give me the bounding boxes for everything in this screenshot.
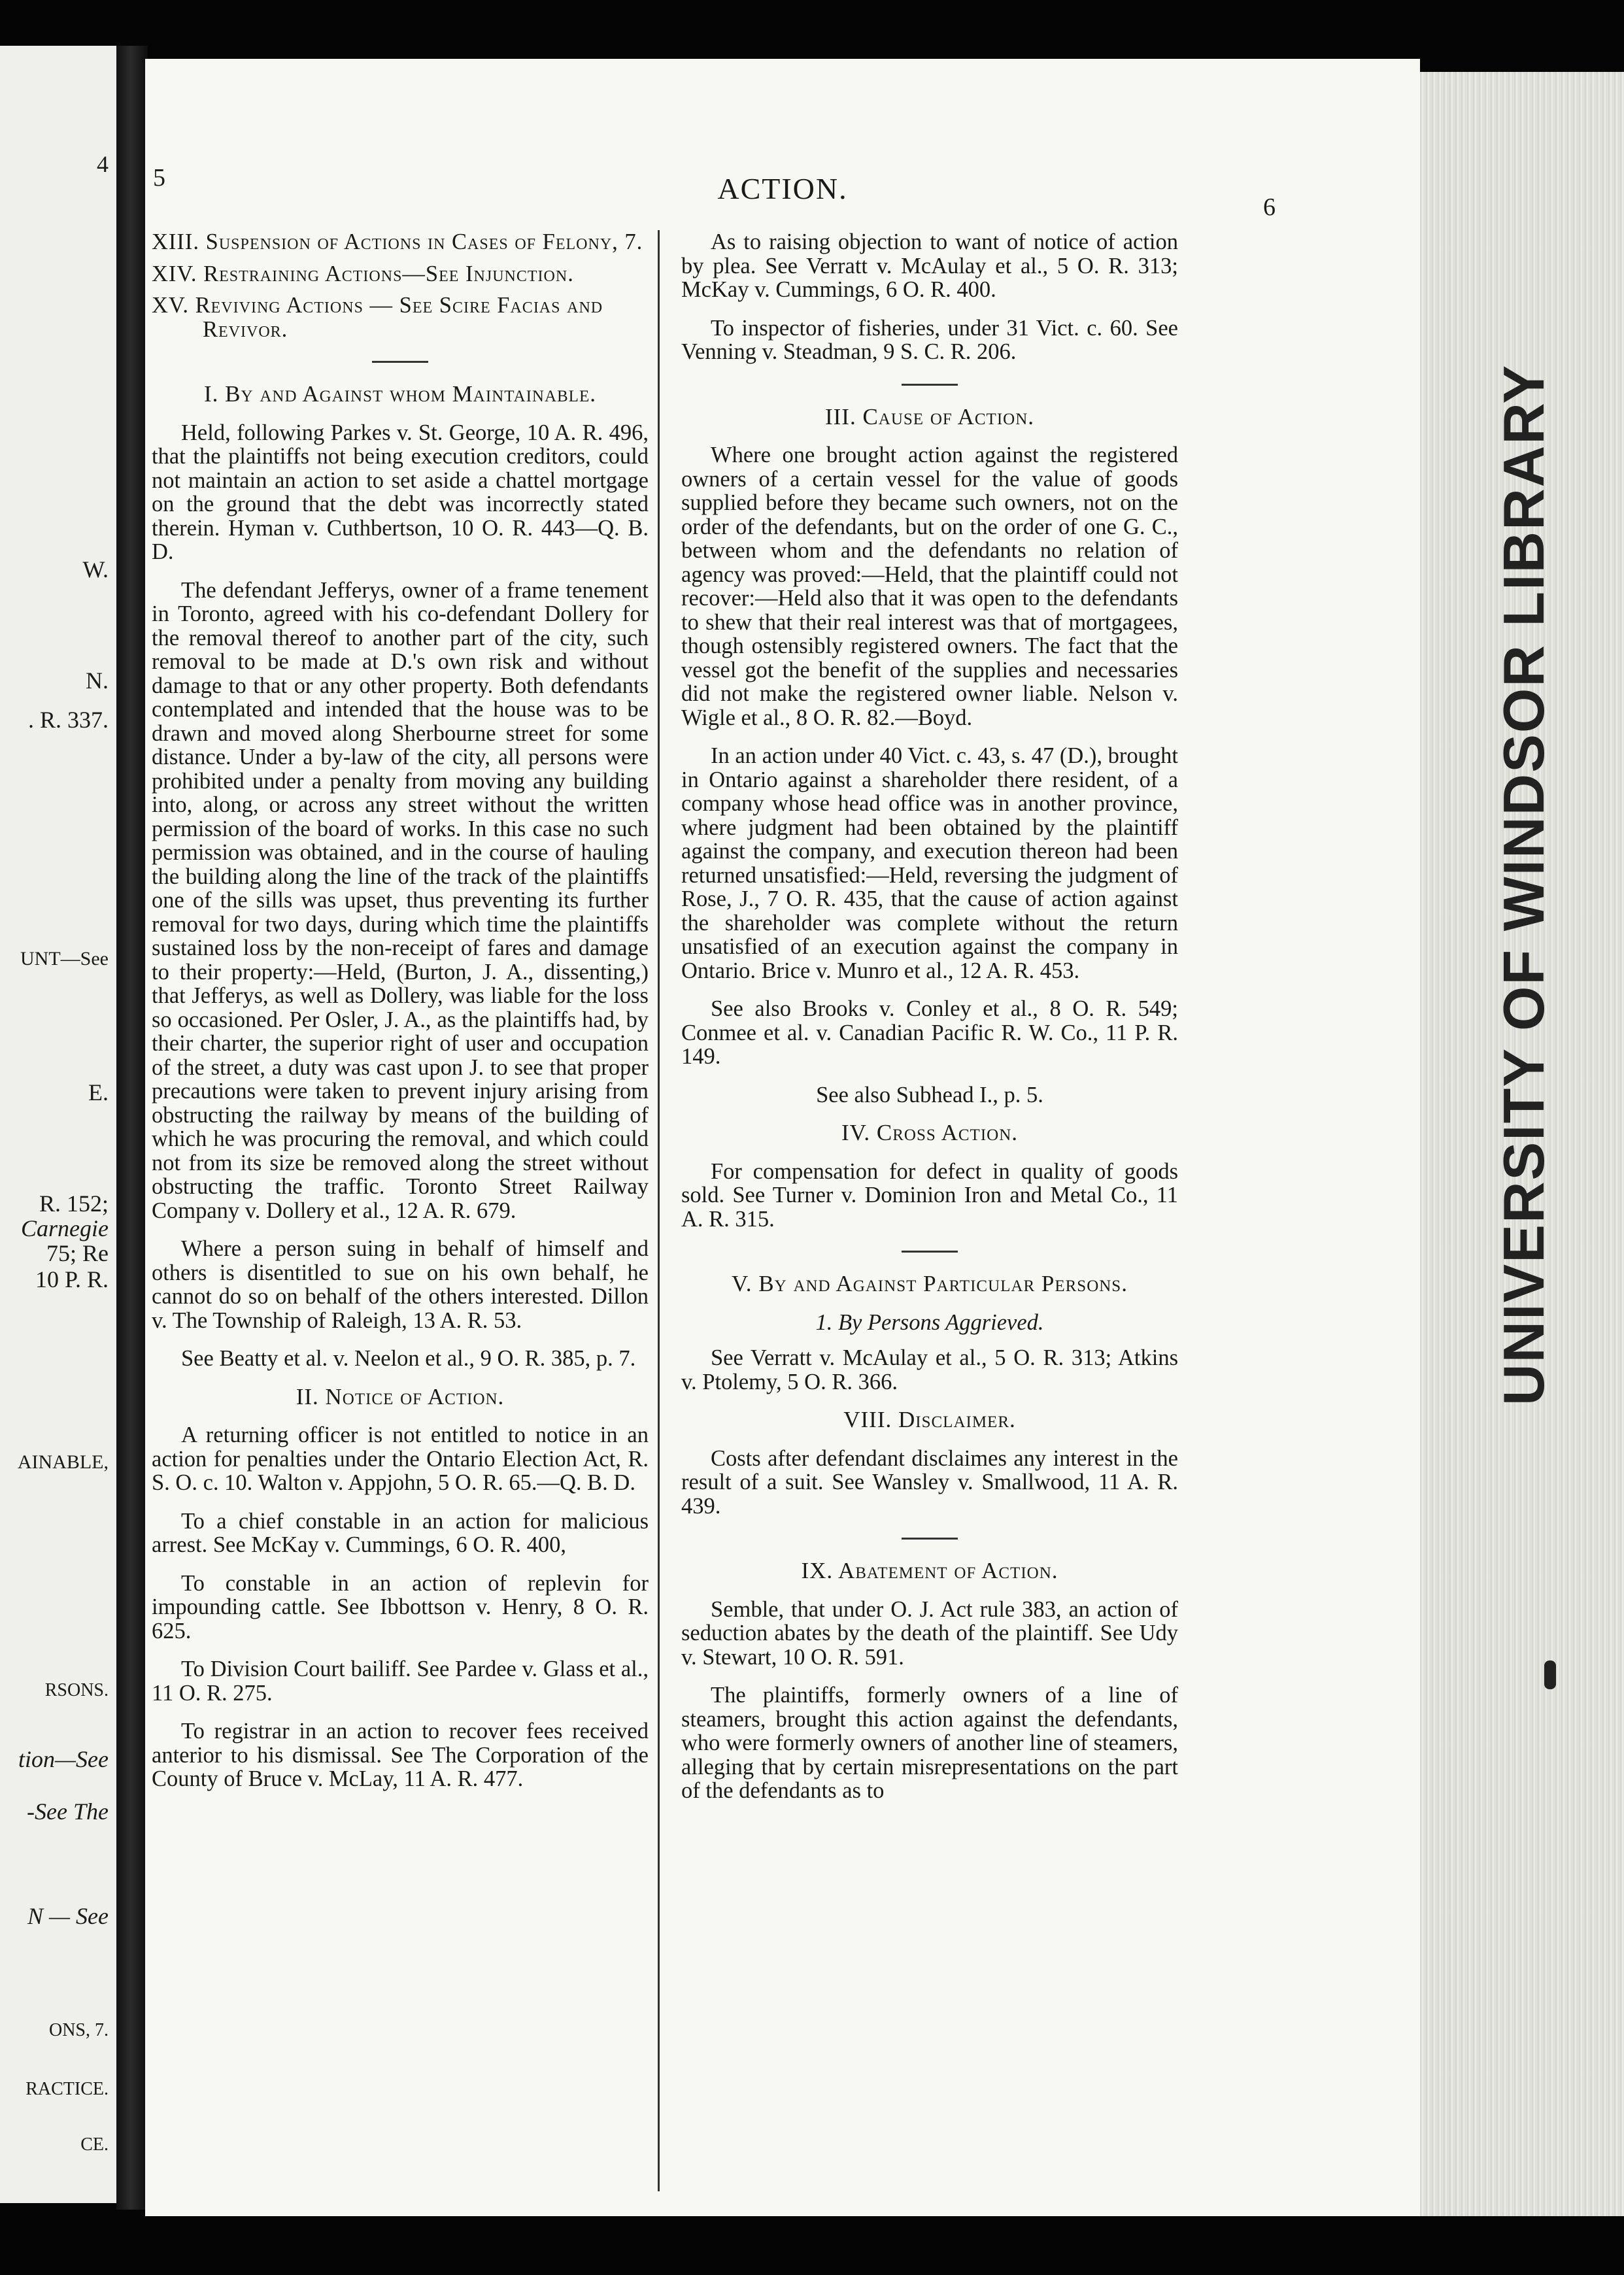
left-fragment: N. bbox=[86, 667, 109, 694]
paragraph: For compensation for defect in quality of goods sold. See Turner v. Dominion Iron and Metal Co., 11 A. R. 315. bbox=[681, 1158, 1178, 1232]
paragraph: The defendant Jefferys, owner of a frame tenement in Toronto, agreed with his co-defendant Dollery for the removal thereof to another part of the city, such removal to be made at D.'s own risk and without damage to that or any other property. Both defendants contemplated and intended that the house was to be drawn and moved along Sherbourne street for some distance. Under a by-law of the city, all persons were prohibited under a penalty from moving any building into, along, or across any street without the written permission of the board of works. In this case no such permission was obtained, and in the course of hauling the building along the line of the track of the plaintiffs one of the sills was upset, thus preventing its further removal for two days, during which time the plaintiffs sustained loss by the non-receipt of fares and damage to their property:—Held, (Burton, J. A., dissenting,) that Jefferys, as well as Dollery, was liable for the loss so occasioned. Per Osler, J. A., as the plaintiffs had, by their charter, the superior right of user and occupation of the street, a duty was cast upon J. to see that proper precautions were taken to prevent injury arising from obstructing the railway by means of the building of which he was procuring the removal, and which could not from its size be removed along the street without obstructing the traffic. Toronto Street Railway Company v. Dollery et al., 12 A. R. 679. bbox=[152, 577, 649, 1223]
page-number-right: 6 bbox=[1263, 194, 1276, 221]
paragraph: To inspector of fisheries, under 31 Vict. c. 60. See Venning v. Steadman, 9 S. C. R. 206. bbox=[681, 315, 1178, 364]
toc-entry: XIII. Suspension of Actions in Cases of Felony, 7. bbox=[152, 229, 643, 254]
running-head: ACTION. bbox=[717, 172, 848, 205]
left-fragment: 75; Re bbox=[46, 1240, 109, 1266]
section-heading: V. By and Against Particular Persons. bbox=[732, 1271, 1128, 1296]
toc-entry: XIV. Restraining Actions—See Injunction. bbox=[152, 261, 574, 286]
left-fragment: 10 P. R. bbox=[35, 1266, 109, 1292]
section-rule bbox=[902, 1538, 958, 1540]
left-fragment: RACTICE. bbox=[25, 2079, 109, 2099]
section-heading: IV. Cross Action. bbox=[841, 1120, 1019, 1145]
paragraph: Where one brought action against the registered owners of a certain vessel for the value of goods supplied before they became such owners, not on the order of the defendants, but on the order of one G. C., between whom and the defendants no relation of agency was proved:—Held, that the plaintiff could not recover:—Held also that it was open to the defendants to shew that their real interest was that of mortgagees, though ostensibly registered owners. The fact that the vessel got the benefit of the supplies and necessaries did not make the registered owner liable. Nelson v. Wigle et al., 8 O. R. 82.—Boyd. bbox=[681, 443, 1178, 730]
subsection-heading: 1. By Persons Aggrieved. bbox=[815, 1309, 1044, 1335]
section-heading: I. By and Against whom Maintainable. bbox=[204, 381, 596, 407]
left-fragment: RSONS. bbox=[44, 1680, 109, 1700]
book-spine bbox=[116, 46, 148, 2210]
paragraph: Semble, that under O. J. Act rule 383, an action of seduction abates by the death of the plaintiff. See Udy v. Stewart, 10 O. R. 591. bbox=[681, 1596, 1178, 1670]
paragraph: In an action under 40 Vict. c. 43, s. 47 (D.), brought in Ontario against a shareholder there resident, of a company whose head office was in another province, where judgment had been obtained by the plaintiff against the company, and execution thereon had been returned unsatisfied:—Held, reversing the judgment of Rose, J., 7 O. R. 435, that the cause of action against the shareholder was complete without the return unsatisfied of an execution against the company in Ontario. Brice v. Munro et al., 12 A. R. 453. bbox=[681, 743, 1178, 983]
right-column bbox=[681, 230, 1178, 1817]
left-page-number: 4 bbox=[97, 151, 109, 177]
see-also: See also Subhead I., p. 5. bbox=[816, 1082, 1043, 1107]
left-page-edge bbox=[0, 46, 116, 2203]
left-fragment: E. bbox=[88, 1079, 109, 1105]
section-rule bbox=[902, 384, 958, 386]
section-rule bbox=[372, 361, 428, 363]
left-fragment: N — See bbox=[27, 1903, 109, 1929]
paragraph: To constable in an action of replevin for impounding cattle. See Ibbottson v. Henry, 8 O. R. 625. bbox=[152, 1570, 649, 1643]
section-heading: VIII. Disclaimer. bbox=[843, 1407, 1016, 1432]
section-rule bbox=[902, 1251, 958, 1253]
paragraph: To Division Court bailiff. See Pardee v. Glass et al., 11 O. R. 275. bbox=[152, 1657, 649, 1706]
page-number-left: 5 bbox=[153, 164, 165, 192]
paragraph: The plaintiffs, formerly owners of a line of steamers, brought this action against the defendants, who were formerly owners of another line of steamers, alleging that by certain misrepresentations on the part of the defendants as to bbox=[681, 1683, 1178, 1803]
edge-mark bbox=[1544, 1660, 1556, 1689]
left-fragment: . R. 337. bbox=[27, 707, 109, 733]
section-heading: II. Notice of Action. bbox=[296, 1383, 505, 1409]
paragraph: To a chief constable in an action for malicious arrest. See McKay v. Cummings, 6 O. R. 400, bbox=[152, 1508, 649, 1557]
paragraph: A returning officer is not entitled to notice in an action for penalties under the Ontario Election Act, R. S. O. c. 10. Walton v. Appjohn, 5 O. R. 65.—Q. B. D. bbox=[152, 1423, 649, 1495]
column-divider bbox=[658, 230, 660, 2191]
paragraph: See Beatty et al. v. Neelon et al., 9 O. R. 385, p. 7. bbox=[181, 1346, 636, 1371]
left-fragment: W. bbox=[82, 556, 109, 582]
left-fragment: Carnegie bbox=[21, 1215, 109, 1241]
left-column bbox=[152, 230, 649, 1806]
paragraph: To registrar in an action to recover fees received anterior to his dismissal. See The Corporation of the County of Bruce v. McLay, 11 A. R. 477. bbox=[152, 1719, 649, 1791]
left-fragment: UNT—See bbox=[20, 948, 109, 969]
library-stamp: UNIVERSITY OF WINDSOR LIBRARY bbox=[1491, 363, 1556, 1406]
section-heading: III. Cause of Action. bbox=[824, 403, 1035, 430]
left-fragment: -See The bbox=[27, 1798, 109, 1825]
paragraph: See Verratt v. McAulay et al., 5 O. R. 313; Atkins v. Ptolemy, 5 O. R. 366. bbox=[681, 1345, 1178, 1394]
toc-entry: XV. Reviving Actions — See Scire Facias and Revivor. bbox=[152, 293, 603, 342]
book-page bbox=[145, 59, 1420, 2216]
paragraph: Where a person suing in behalf of himself and others is disentitled to sue on his own behalf, he cannot do so on behalf of the others interested. Dillon v. The Township of Raleigh, 13 A. R. 53. bbox=[152, 1236, 649, 1333]
left-fragment: CE. bbox=[80, 2134, 109, 2155]
paragraph: See also Brooks v. Conley et al., 8 O. R. 549; Conmee et al. v. Canadian Pacific R. W. Co., 11 P. R. 149. bbox=[681, 996, 1178, 1069]
paragraph: Costs after defendant disclaimes any interest in the result of a suit. See Wansley v. Smallwood, 11 A. R. 439. bbox=[681, 1445, 1178, 1519]
paragraph: Held, following Parkes v. St. George, 10 A. R. 496, that the plaintiffs not being execution creditors, could not maintain an action to set aside a chattel mortgage on the ground that the debt was incorrectly stated therein. Hyman v. Cuthbertson, 10 O. R. 443—Q. B. D. bbox=[152, 420, 649, 564]
left-fragment: AINABLE, bbox=[17, 1451, 109, 1473]
paragraph: As to raising objection to want of notice of action by plea. See Verratt v. McAulay et al., 5 O. R. 313; McKay v. Cummings, 6 O. R. 400. bbox=[681, 229, 1178, 302]
section-heading: IX. Abatement of Action. bbox=[801, 1558, 1058, 1583]
left-fragment: ONS, 7. bbox=[48, 2020, 109, 2040]
left-fragment: tion—See bbox=[18, 1746, 109, 1772]
left-fragment: R. 152; bbox=[39, 1190, 109, 1217]
